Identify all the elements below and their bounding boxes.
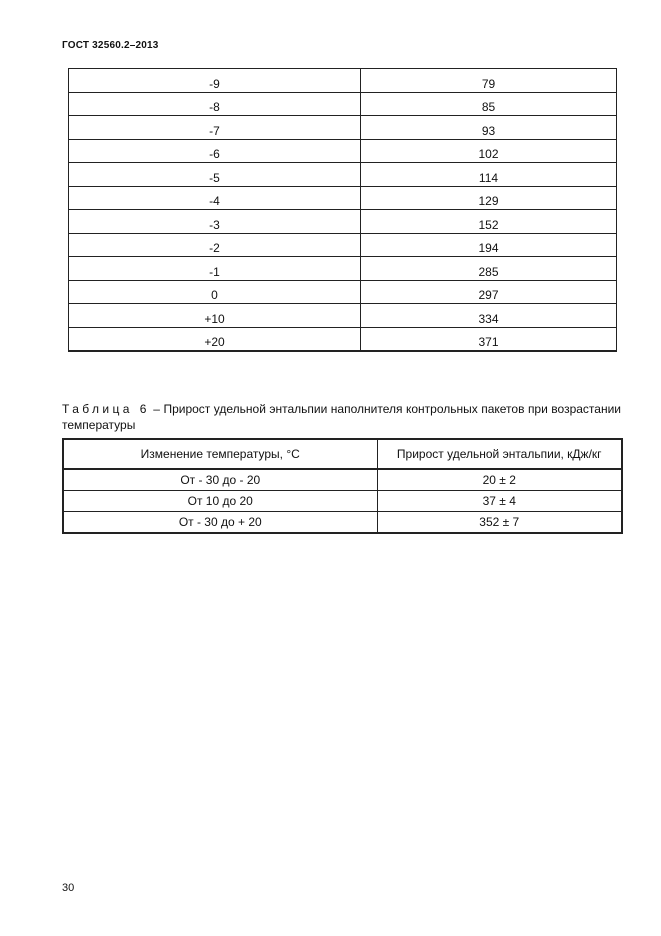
table-header-row xyxy=(63,439,622,469)
table-row xyxy=(69,92,617,116)
table-cell: 114 xyxy=(361,163,617,187)
table-cell: 0 xyxy=(69,280,361,304)
table-cell: 352 ± 7 xyxy=(377,512,622,534)
table-6-caption-label: Таблица 6 xyxy=(62,402,150,416)
table-row xyxy=(63,469,622,491)
table-cell: 20 ± 2 xyxy=(377,469,622,491)
table-cell: -1 xyxy=(69,257,361,281)
table-cell: -5 xyxy=(69,163,361,187)
table-row xyxy=(69,186,617,210)
table-row xyxy=(69,210,617,234)
table-cell: 152 xyxy=(361,210,617,234)
table-row xyxy=(69,257,617,281)
table-cell: 371 xyxy=(361,327,617,351)
table-cell: -6 xyxy=(69,139,361,163)
table-6-caption xyxy=(62,401,621,433)
table-cell: -7 xyxy=(69,116,361,140)
table-cell: 334 xyxy=(361,304,617,328)
table-cell: 79 xyxy=(361,69,617,93)
table-row xyxy=(69,304,617,328)
table-row xyxy=(69,116,617,140)
table-cell: -3 xyxy=(69,210,361,234)
table-row xyxy=(69,69,617,93)
table-row xyxy=(69,233,617,257)
table-6-caption-text: – Прирост удельной энтальпии наполнителя контрольных пакетов при возрастании температуры xyxy=(62,402,621,432)
table-cell: 297 xyxy=(361,280,617,304)
column-header-enthalpy-increase: Прирост удельной энтальпии, кДж/кг xyxy=(377,439,622,469)
column-header-temperature-change: Изменение температуры, °С xyxy=(63,439,377,469)
document-header: ГОСТ 32560.2–2013 xyxy=(62,40,159,51)
table-cell: 93 xyxy=(361,116,617,140)
table-cell: 129 xyxy=(361,186,617,210)
table-row xyxy=(69,327,617,351)
table-cell: 285 xyxy=(361,257,617,281)
table-cell: От - 30 до + 20 xyxy=(63,512,377,534)
table-cell: +20 xyxy=(69,327,361,351)
table-cell: 37 ± 4 xyxy=(377,491,622,512)
table-cell: -4 xyxy=(69,186,361,210)
table-cell: -2 xyxy=(69,233,361,257)
table-cell: От - 30 до - 20 xyxy=(63,469,377,491)
table-row xyxy=(69,139,617,163)
table-cell: 85 xyxy=(361,92,617,116)
enthalpy-increase-table xyxy=(62,438,623,534)
temperature-table-continued xyxy=(68,68,617,352)
table-row xyxy=(63,491,622,512)
table-cell: От 10 до 20 xyxy=(63,491,377,512)
table-cell: +10 xyxy=(69,304,361,328)
table-cell: 102 xyxy=(361,139,617,163)
table-cell: 194 xyxy=(361,233,617,257)
table-cell: -8 xyxy=(69,92,361,116)
table-row xyxy=(63,512,622,534)
table-cell: -9 xyxy=(69,69,361,93)
table-row xyxy=(69,280,617,304)
page-number: 30 xyxy=(62,882,75,894)
table-row xyxy=(69,163,617,187)
